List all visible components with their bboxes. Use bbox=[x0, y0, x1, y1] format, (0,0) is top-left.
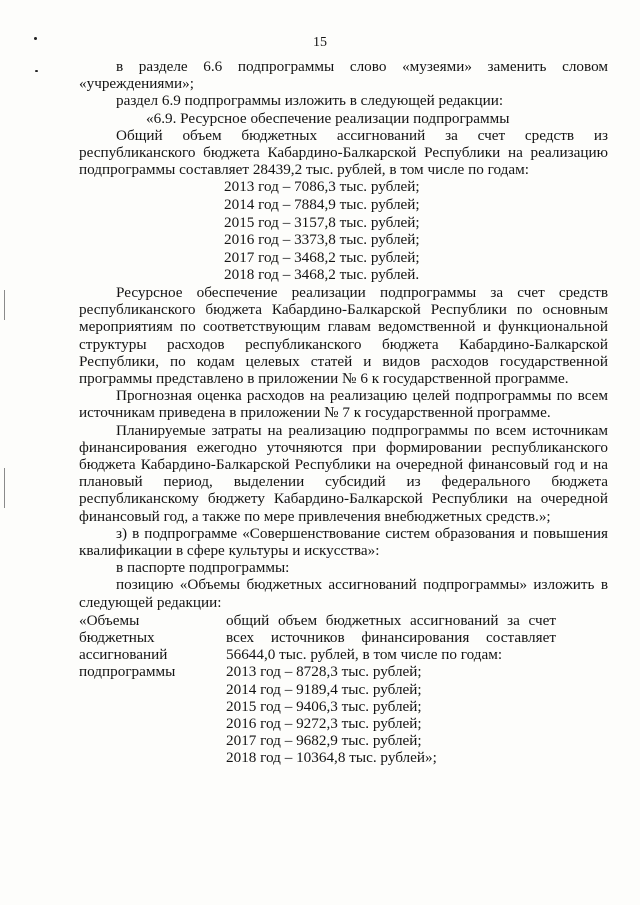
passport-value bbox=[226, 612, 556, 767]
passport-label-line: «Объемы bbox=[79, 611, 140, 629]
paragraph: в паспорте подпрограммы: bbox=[116, 559, 290, 577]
passport-label-line: подпрограммы bbox=[79, 663, 176, 681]
section-heading: «6.9. Ресурсное обеспечение реализации подпрограммы bbox=[146, 109, 510, 127]
scan-margin-mark bbox=[4, 290, 5, 320]
paragraph: Прогнозная оценка расходов на реализацию целей подпрограммы по всем источникам приведена в приложении № 7 к государственной программе. bbox=[79, 387, 608, 422]
paragraph: Общий объем бюджетных ассигнований за счет средств из республиканского бюджета Кабардино-Балкарской Республики на реализацию подпрограммы составляет 28439,2 тыс. рублей, в том числе по годам: bbox=[79, 126, 608, 179]
passport-label-line: бюджетных bbox=[79, 629, 155, 647]
passport-row bbox=[79, 612, 608, 767]
year-line: 2016 год – 3373,8 тыс. рублей; bbox=[224, 231, 420, 249]
paragraph: раздел 6.9 подпрограммы изложить в следующей редакции: bbox=[116, 92, 504, 110]
paragraph: в разделе 6.6 подпрограммы слово «музеями» заменить словом «учреждениями»; bbox=[79, 58, 608, 93]
document-body bbox=[79, 58, 608, 767]
paragraph: Ресурсное обеспечение реализации подпрограммы за счет средств республиканского бюджета Кабардино-Балкарской Республики по основным мероприятиям по соответствующим главам ведомственной и функциональной структуры расходов республиканского бюджета Кабардино-Балкарской Республики, по кодам целевых статей и видов расходов государственной программы представлено в приложении № 6 к государственной программе. bbox=[79, 283, 608, 387]
page-number: 15 bbox=[313, 35, 327, 50]
year-line: 2018 год – 10364,8 тыс. рублей»; bbox=[226, 749, 437, 767]
passport-value-text: общий объем бюджетных ассигнований за счет всех источников финансирования составляет 56644,0 тыс. рублей, в том числе по годам: bbox=[226, 611, 556, 664]
paragraph: позицию «Объемы бюджетных ассигнований подпрограммы» изложить в следующей редакции: bbox=[79, 576, 608, 611]
year-line: 2013 год – 8728,3 тыс. рублей; bbox=[226, 663, 422, 681]
year-line: 2017 год – 3468,2 тыс. рублей; bbox=[224, 248, 420, 266]
year-line: 2015 год – 9406,3 тыс. рублей; bbox=[226, 697, 422, 715]
year-line: 2013 год – 7086,3 тыс. рублей; bbox=[224, 178, 420, 196]
passport-label-line: ассигнований bbox=[79, 646, 168, 664]
funding-year-list bbox=[79, 178, 608, 284]
year-line: 2017 год – 9682,9 тыс. рублей; bbox=[226, 732, 422, 750]
paragraph: Планируемые затраты на реализацию подпрограммы по всем источникам финансирования ежегодно уточняются при формировании республиканского бюджета Кабардино-Балкарской Республики на очередной финансовый год и на плановый период, выделении субсидий из федерального бюджета республиканскому бюджету Кабардино-Балкарской Республики на очередной финансовый год, а также по мере привлечения внебюджетных средств.»; bbox=[79, 421, 608, 525]
scan-speck bbox=[35, 70, 38, 72]
year-line: 2015 год – 3157,8 тыс. рублей; bbox=[224, 213, 420, 231]
year-line: 2016 год – 9272,3 тыс. рублей; bbox=[226, 715, 422, 733]
year-line: 2014 год – 9189,4 тыс. рублей; bbox=[226, 680, 422, 698]
year-line: 2018 год – 3468,2 тыс. рублей. bbox=[224, 266, 420, 284]
scan-margin-mark bbox=[4, 468, 5, 508]
paragraph: з) в подпрограмме «Совершенствование систем образования и повышения квалификации в сфере культуры и искусства»: bbox=[79, 524, 608, 560]
passport-label bbox=[79, 612, 226, 767]
scan-speck bbox=[34, 37, 37, 40]
year-line: 2014 год – 7884,9 тыс. рублей; bbox=[224, 196, 420, 214]
